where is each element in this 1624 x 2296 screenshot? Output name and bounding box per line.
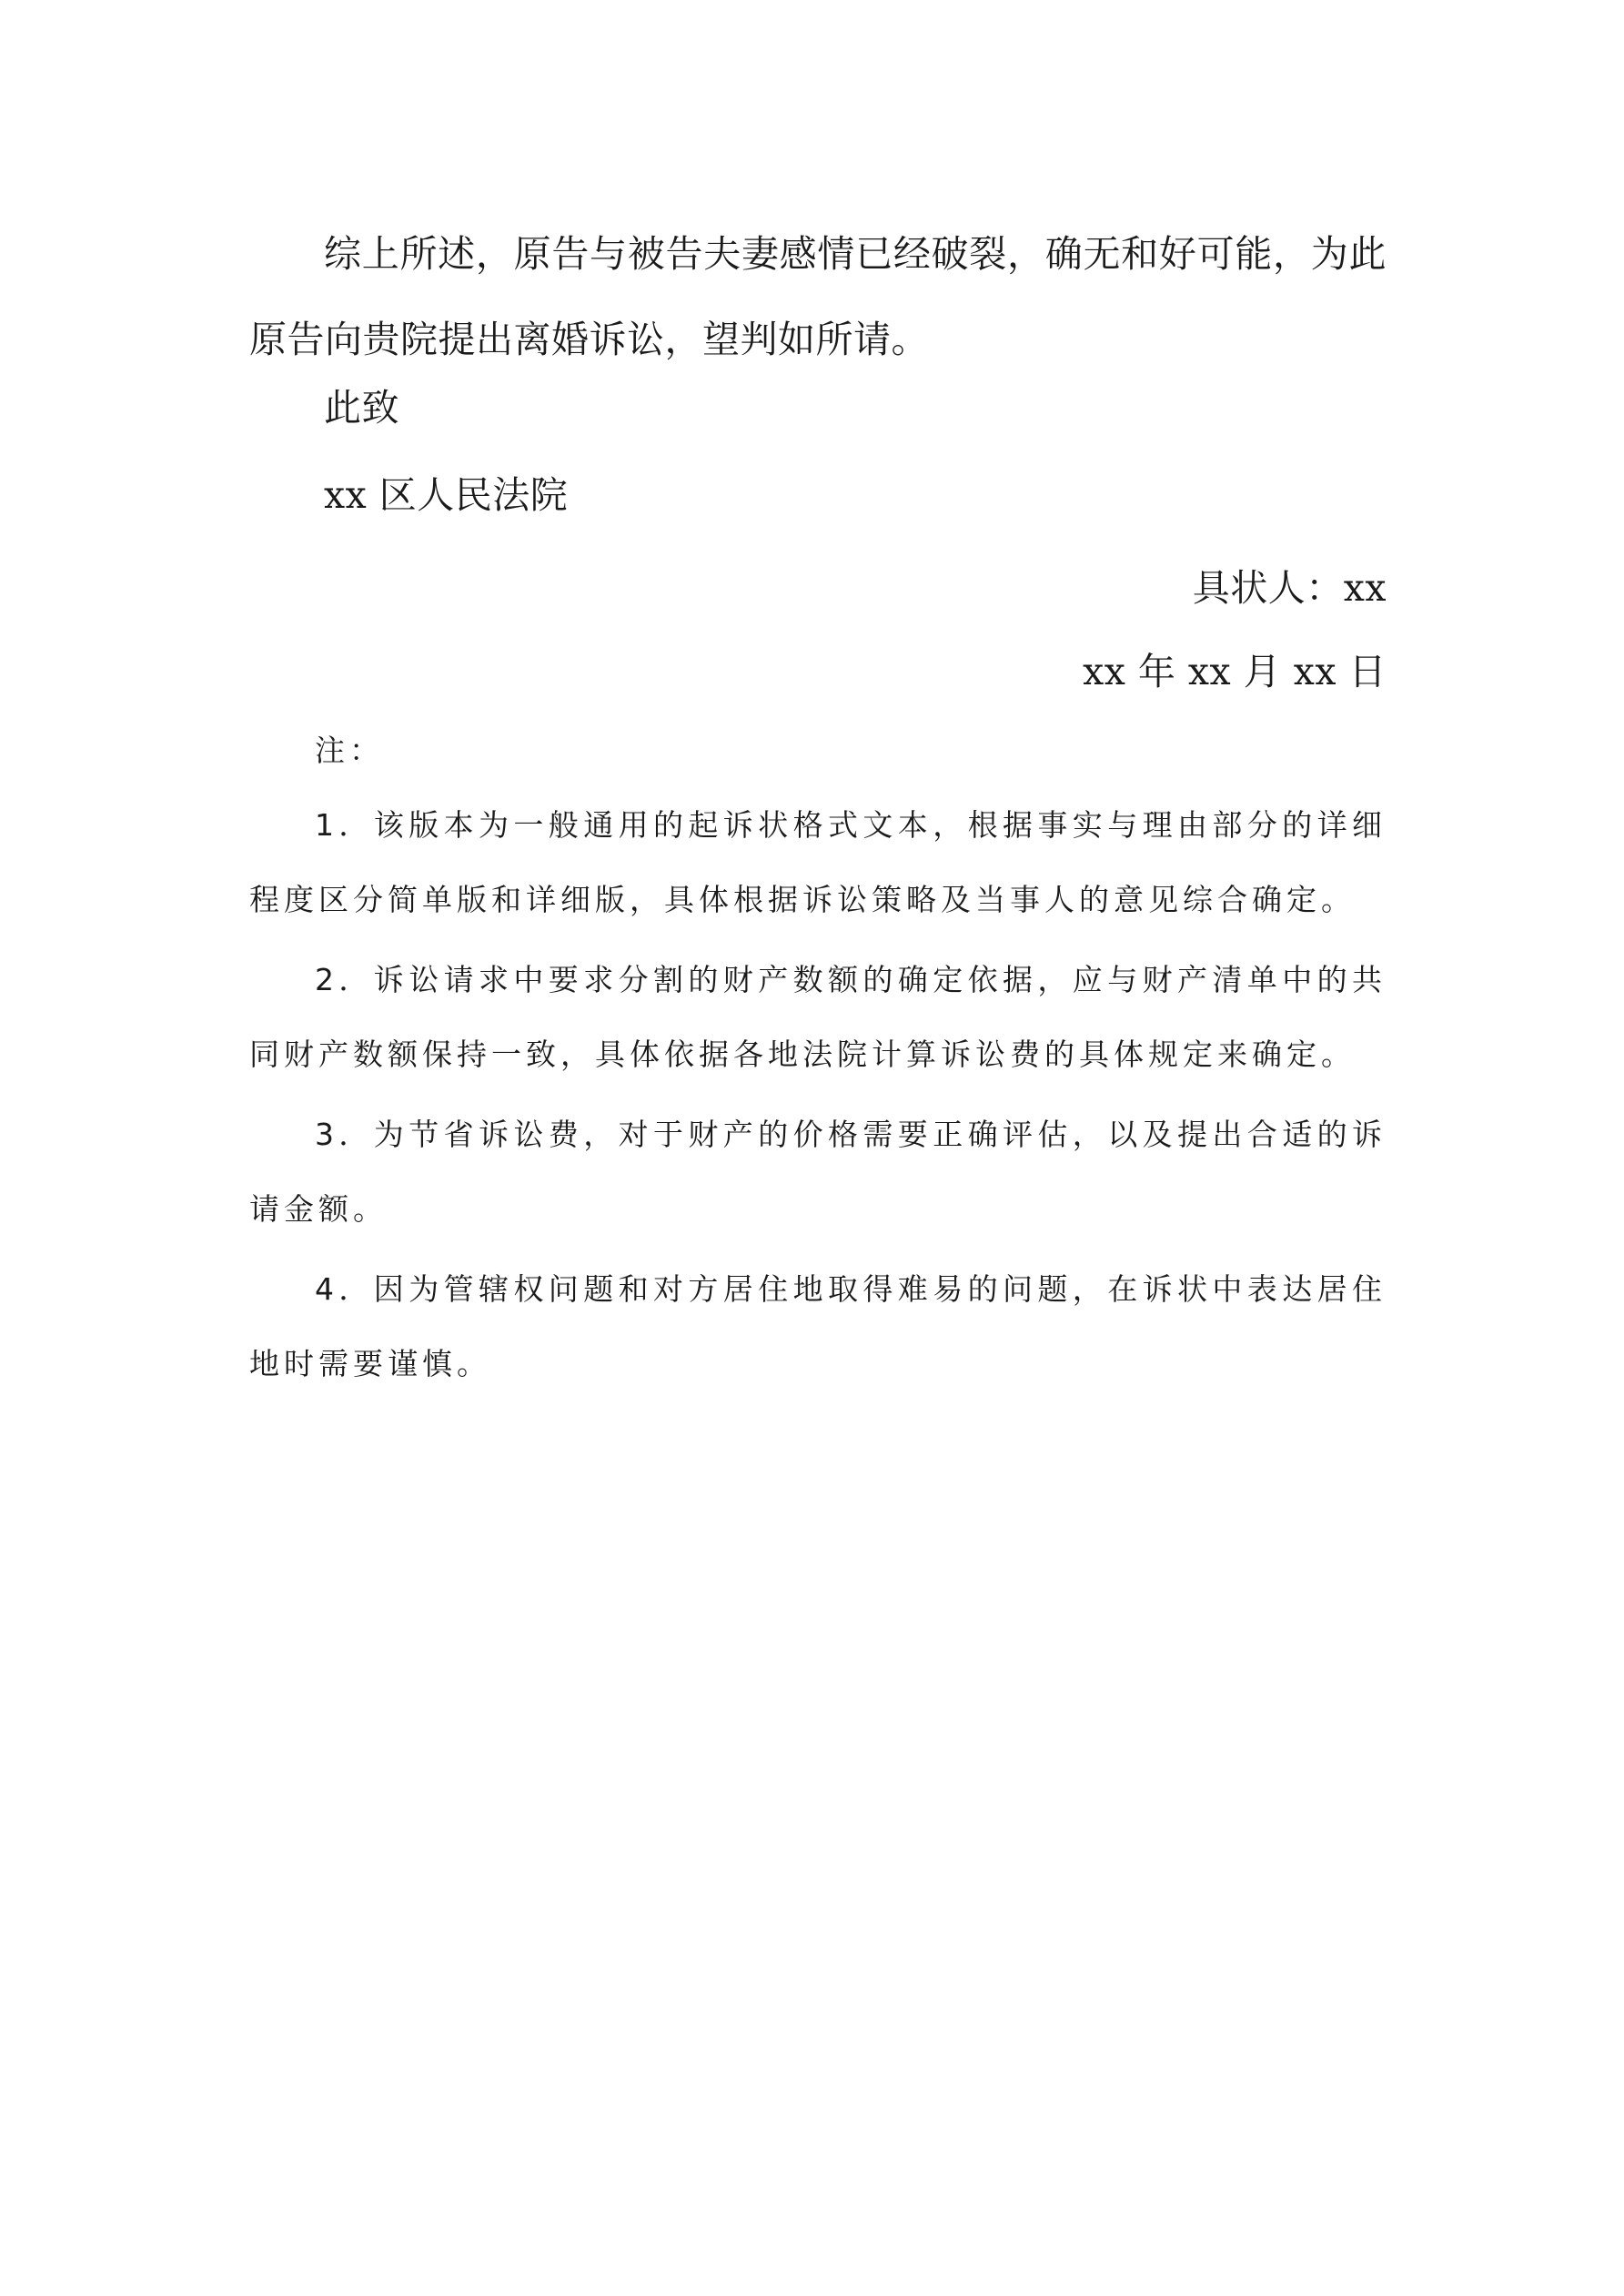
- notes-list: [249, 788, 1387, 1407]
- note-item-2: 2．诉讼请求中要求分割的财产数额的确定依据，应与财产清单中的共同财产数额保持一致，具体依据各地法院计算诉讼费的具体规定来确定。: [249, 962, 1387, 1072]
- salutation: 此致: [324, 386, 399, 430]
- court-name: xx 区人民法院: [324, 473, 569, 517]
- date-line: xx 年 xx 月 xx 日: [1083, 650, 1387, 693]
- signer-line: 具状人：xx: [1192, 566, 1387, 610]
- note-item-3: 3．为节省诉讼费，对于财产的价格需要正确评估，以及提出合适的诉请金额。: [249, 1117, 1387, 1227]
- notes-heading: 注：: [315, 733, 384, 768]
- note-item-1: 1．该版本为一般通用的起诉状格式文本，根据事实与理由部分的详细程度区分简单版和详细版，具体根据诉讼策略及当事人的意见综合确定。: [249, 807, 1387, 917]
- closing-paragraph: 综上所述，原告与被告夫妻感情已经破裂，确无和好可能，为此原告向贵院提出离婚诉讼，望判如所请。: [249, 232, 1387, 361]
- note-item-4: 4．因为管辖权问题和对方居住地取得难易的问题，在诉状中表达居住地时需要谨慎。: [249, 1271, 1387, 1381]
